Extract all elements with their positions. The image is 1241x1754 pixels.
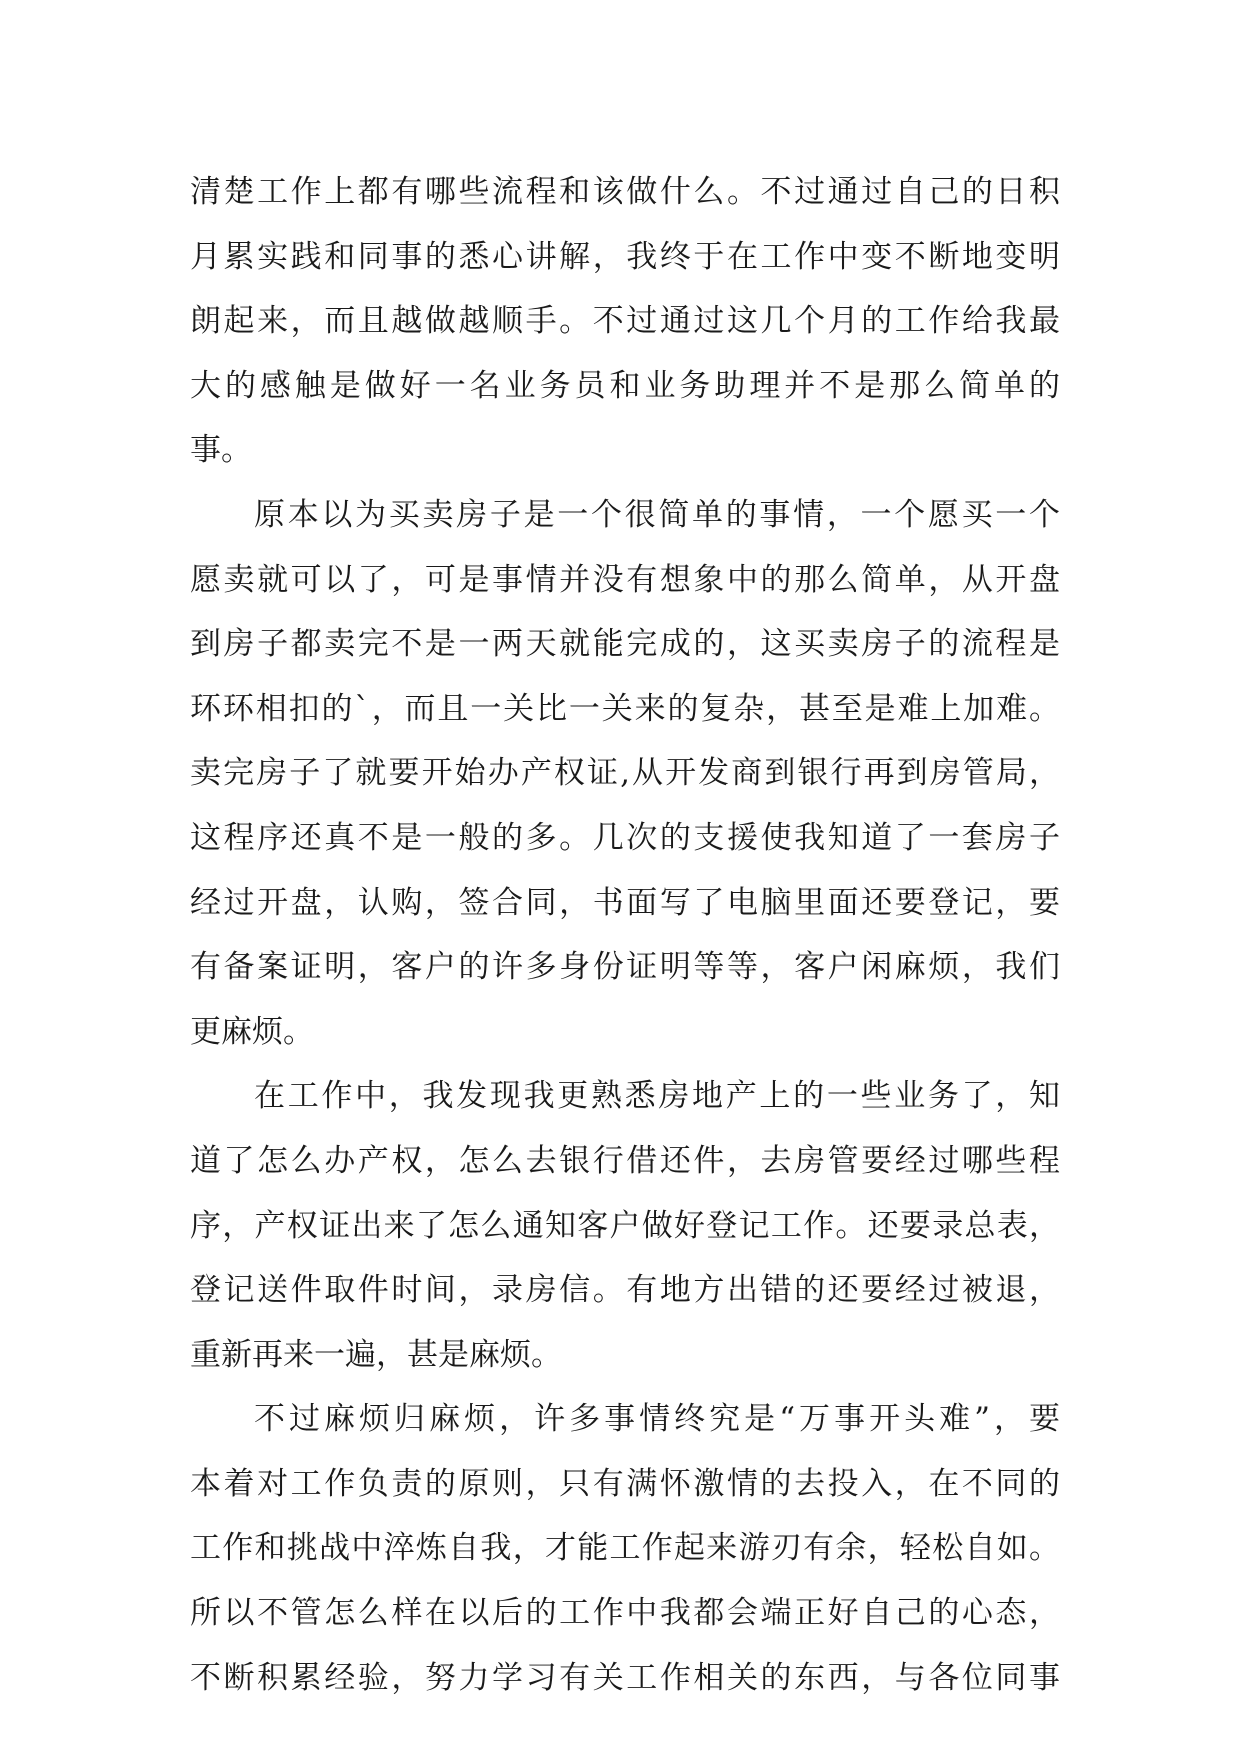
text-line: 有备案证明，客户的许多身份证明等等，客户闲麻烦，我们	[190, 949, 1060, 986]
document-body	[190, 160, 1060, 1710]
text-line: 环环相扣的`，而且一关比一关来的复杂，甚至是难上加难。	[190, 690, 1060, 727]
text-line: 这程序还真不是一般的多。几次的支援使我知道了一套房子	[190, 819, 1060, 856]
text-line: 不断积累经验，努力学习有关工作相关的东西，与各位同事	[190, 1659, 1060, 1696]
text-line: 本着对工作负责的原则，只有满怀激情的去投入，在不同的	[190, 1465, 1060, 1502]
text-line: 道了怎么办产权，怎么去银行借还件，去房管要经过哪些程	[190, 1142, 1060, 1179]
text-line: 更麻烦。	[190, 1013, 314, 1050]
text-line: 重新再来一遍，甚是麻烦。	[190, 1336, 562, 1373]
text-line: 不过麻烦归麻烦，许多事情终究是“万事开头难”，要	[254, 1401, 1060, 1438]
text-line: 所以不管怎么样在以后的工作中我都会端正好自己的心态，	[190, 1595, 1060, 1632]
text-line: 原本以为买卖房子是一个很简单的事情，一个愿买一个	[254, 496, 1060, 533]
text-line: 序，产权证出来了怎么通知客户做好登记工作。还要录总表，	[190, 1207, 1060, 1244]
text-line: 到房子都卖完不是一两天就能完成的，这买卖房子的流程是	[190, 626, 1060, 663]
text-line: 卖完房子了就要开始办产权证,从开发商到银行再到房管局，	[190, 755, 1060, 792]
text-line: 愿卖就可以了，可是事情并没有想象中的那么简单，从开盘	[190, 561, 1060, 598]
text-line: 登记送件取件时间，录房信。有地方出错的还要经过被退，	[190, 1272, 1060, 1309]
text-line: 朗起来，而且越做越顺手。不过通过这几个月的工作给我最	[190, 303, 1060, 340]
text-line: 在工作中，我发现我更熟悉房地产上的一些业务了，知	[254, 1078, 1060, 1115]
text-line: 月累实践和同事的悉心讲解，我终于在工作中变不断地变明	[190, 238, 1060, 275]
text-line: 工作和挑战中淬炼自我，才能工作起来游刃有余，轻松自如。	[190, 1530, 1060, 1567]
text-line: 经过开盘，认购，签合同，书面写了电脑里面还要登记，要	[190, 884, 1060, 921]
text-line: 事。	[190, 432, 252, 469]
text-line: 清楚工作上都有哪些流程和该做什么。不过通过自己的日积	[190, 174, 1060, 210]
text-line: 大的感触是做好一名业务员和业务助理并不是那么简单的	[190, 367, 1060, 404]
